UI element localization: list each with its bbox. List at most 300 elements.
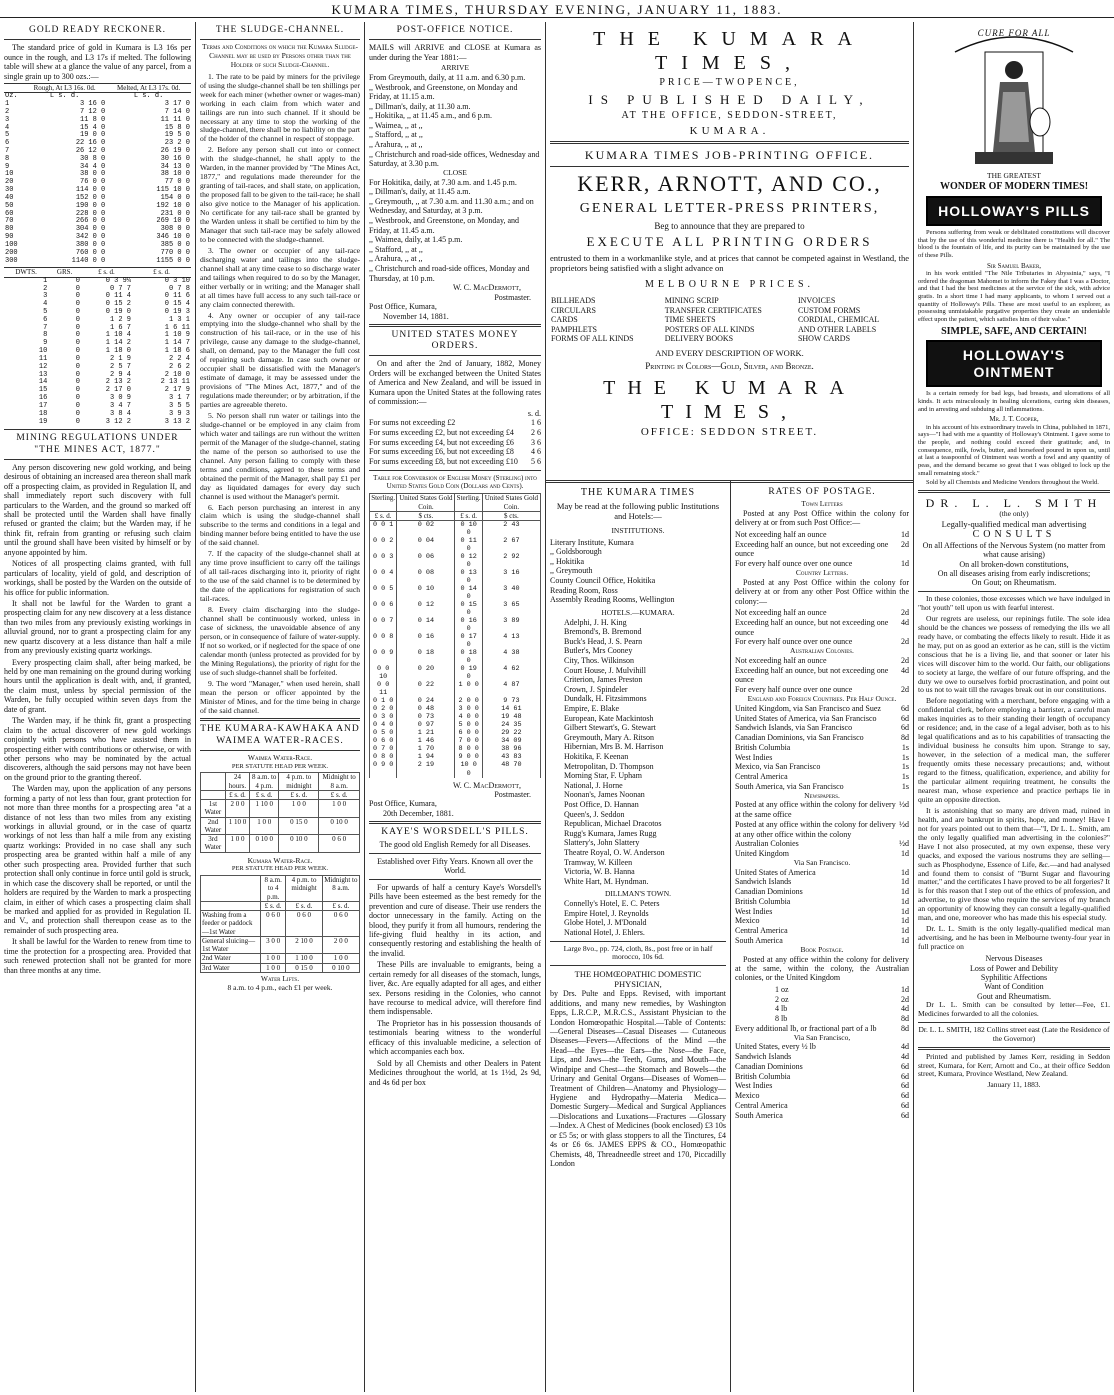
oz-header: Oz. (5, 92, 18, 101)
conv-cell: 0 2 0 (370, 705, 397, 713)
conv-cell: 0 19 0 (455, 665, 482, 681)
rate-label: Canadian Dominions (735, 1061, 803, 1071)
rate-row (735, 618, 909, 638)
kt-item-row (550, 334, 909, 343)
rate-value: 2d (901, 539, 909, 549)
book-every-value: 8d (901, 1023, 909, 1033)
rate-row (735, 1081, 909, 1091)
list-item: Slattery's, John Slattery (564, 838, 640, 848)
kumara-cell: 0 6 0 (286, 911, 323, 937)
lsd-label: £ s. d. (279, 790, 319, 799)
rate-label: Mexico (735, 1091, 760, 1101)
waimea-cell: 1 10 0 (225, 817, 249, 835)
rate-label: For sums not exceeding £2 (369, 418, 456, 428)
news-intro: Posted at any office within the colony for delivery at the same office (735, 800, 896, 820)
column-4b (731, 484, 913, 1392)
paragraph: Our regrets are useless, our repinings futile. The sole idea should be the chances we possess of remedying the ills we all ready have, or combating the effects likely to result. Hide it as he may, put on as good an exterior as he can, still is the victim conscious that he is a living lie, and that sooner or later his vices will discover him to the world. Our faith, our obligations to society at large, the welfare of our future offspring, and the duty we owe to ourselves forbid procrastination, and point out to us not to wait till the ravages break out in our constitutions. (918, 613, 1110, 695)
list-item: For Hokitika, daily, at 7.30 a.m. and 1.45 p.m. (369, 177, 517, 187)
rate-label: For every half ounce over one ounce (735, 637, 853, 647)
conv-cell: 0 10 0 (455, 521, 482, 538)
conv-cell: 0 0 4 (370, 569, 397, 585)
gold-cell: 385 0 0 (160, 240, 190, 249)
gold-cell: 4 (5, 123, 10, 132)
sludge-title: THE SLUDGE-CHANNEL. (215, 25, 345, 35)
list-item: Metropolitan, D. Thompson (564, 761, 654, 771)
gold-cell: 76 0 0 (80, 178, 106, 187)
rate-row (775, 1004, 909, 1014)
rate-label: South America (735, 1110, 783, 1120)
kt-item: INVOICES (797, 296, 836, 306)
dwt-cell: 3 13 2 (164, 417, 190, 426)
dwt-row (4, 309, 191, 317)
conv-cell: 4 38 (482, 649, 540, 665)
pills-text: Persons suffering from weak or debilitated constitutions will discover that by the use of this wonderful medicine there is "Health for all." The blood is the fountain of life, and its purity can be maintained by the use of these Pills. (918, 229, 1110, 260)
rate-row (735, 907, 909, 917)
dwt-cell: 0 3 10 (164, 276, 190, 285)
conv-cell: 0 3 0 (370, 713, 397, 721)
waimea-cell: 3rd Water (201, 835, 226, 853)
sludge-sub: Terms and Conditions on which the Kumara Sludge-Channel may be used by Persons other than the Holder of such Sludge-Channel. (202, 42, 358, 69)
gold-cell: 3 17 0 (164, 100, 190, 109)
dwt-row (4, 379, 191, 387)
dwt-cell: 0 7 8 (168, 284, 190, 293)
conv-cell: 6 0 0 (455, 729, 482, 737)
gold-cell: 760 0 0 (75, 248, 106, 257)
kt-body: entrusted to them in a workmanlike style, and at prices that cannot be competed against in Westland, the proprietors being satisfied with a slight advance on (550, 252, 909, 273)
list-item: Assembly Reading Rooms, Wellington (550, 595, 675, 605)
kumara-cell: 2 10 0 (286, 936, 323, 954)
kt-item-row (550, 306, 909, 315)
paragraph: The Proprietor has in his possession thousands of testimonials bearing witness to the wonderful efficacy of this invaluable medicine, a selection of which accompanies each box. (369, 1018, 541, 1057)
holloway-greatest: THE GREATEST (987, 171, 1041, 180)
postage-title: RATES OF POSTAGE. (768, 487, 876, 497)
dwt-cell: 17 (38, 401, 48, 410)
conv-cell: 0 0 1 (370, 521, 397, 538)
post-title: POST-OFFICE NOTICE. (396, 25, 514, 35)
dwt-row (4, 395, 191, 403)
holloway-pills-banner: HOLLOWAY'S PILLS (926, 196, 1102, 227)
gold-cell: 34 13 0 (160, 162, 190, 171)
cooper-text: in his account of his extraordinary travels in China, published in 1871, says—"I had with me a quantity of Holloway's Ointment. I gave some to the people, and nothing could exceed their gratitude; and, in consequence, milk, fowls, butter, and horsefeed poured in upon us, until at last a teaspoonful of Ointment was worth a fowl and any quantity of peas, and the demand became so great that I was obliged to lock up the small remaining stock." (918, 423, 1110, 477)
gold-cell: 60 (5, 209, 14, 218)
gold-cell: 380 0 0 (75, 240, 106, 249)
smith-consults: CONSULTS (972, 528, 1056, 540)
dwt-cell: 0 (75, 347, 80, 356)
conv-cell: 5 0 0 (455, 721, 482, 729)
waimea-cell: 2nd Water (201, 817, 226, 835)
waimea-col: 4 p.m. to midnight (279, 773, 319, 791)
kumara-cell: 1 0 0 (261, 954, 286, 963)
conv-cell: 0 18 (397, 649, 455, 665)
conv-cell: 0 15 0 (455, 601, 482, 617)
rate-label: United Kingdom (735, 849, 789, 859)
conv-cell: 2 92 (482, 553, 540, 569)
paragraph: It is astonishing that so many are driven mad, ruined in health, and are bankrupt in spirits, hope, and money! Have I not for years pointed out to them that—"I, Dr L. L. Smith, am the only legally qualified man advertising in the colonies?" Have I not also prosecuted, at my own expense, these very quacks, and exposed the various nostrums they are selling—such as Phosphodyne, Essence of Life, &c.—and had analysed and found them to consist of "Burnt Sugar and flavouring matter," and the certificates I have proved to be all forgeries? It is for this reason that I step out of the ethics of profession, and advertise, to give those who require the services of my branch an opportunity of knowing they can consult a legally-qualified man, and one, moreover who has made this his especial study. (918, 805, 1110, 923)
gold-head-melted: Melted, At L3 17s. 0d. (106, 83, 191, 92)
conv-title: Table for Conversion of English Money (Sterling) into United States Gold Coin (Dollars and Cents). (373, 473, 537, 491)
kumara-cell: 1 0 0 (322, 954, 359, 963)
gold-cell: 20 (5, 178, 14, 187)
waimea-cell: 0 15 0 (279, 817, 319, 835)
dwt-cell: 18 (38, 409, 48, 418)
rate-value: 2d (901, 608, 909, 618)
gold-cell: 152 0 0 (75, 193, 106, 202)
dwt-cell: 0 11 4 (105, 292, 131, 301)
book-every: Every additional lb, or fractional part of a lb (735, 1023, 877, 1033)
rate-row (735, 1042, 909, 1052)
usmo-rates (369, 418, 541, 467)
kt-every: AND EVERY DESCRIPTION OF WORK. (655, 347, 804, 358)
rate-row (735, 1111, 909, 1121)
column-2 (196, 22, 364, 1392)
waimea-cell: 1st Water (201, 800, 226, 818)
dwt-row (4, 332, 191, 340)
list-item: Adelphi, J. H. King (564, 617, 627, 627)
conv-cell: 9 73 (482, 697, 540, 705)
dwt-header: DWTS. (4, 268, 48, 277)
usmo-date2: 20th December, 1881. (383, 808, 454, 818)
postage-country: Country Letters. (795, 567, 849, 577)
rate-value: 1d (901, 984, 909, 994)
gold-cell: 38 10 0 (160, 170, 190, 179)
conv-cell: 0 0 6 (370, 601, 397, 617)
dwt-cell: 2 10 0 (164, 370, 190, 379)
via2-rows (735, 1042, 909, 1120)
paragraph: Any person discovering new gold working, and being desirous of obtaining an increased area thereon shall mark off a prospecting claim, as provided in Regulation II, and shall immediately report such discovery with full particulars to the Warden, and the ground so marked off shall be protected until the Warden shall have finally refused or granted the claim; but the Warden may, if he think fit, refrain from granting or refusing such claim until the ground shall have been visited by himself or by anyone appointed by him. (4, 462, 191, 557)
dwt-cell: 3 12 2 (105, 417, 131, 426)
rate-label: West Indies (735, 906, 773, 916)
paragraph: Dr. L. L. Smith is the only legally-qualified medical man advertising, and he has been in Melbourne twenty-four year in full practice on (918, 924, 1110, 952)
gold-cell: 346 10 0 (156, 233, 190, 242)
gold-cell: 40 (5, 193, 14, 202)
lsd-header: L s. d. (49, 92, 80, 101)
dwt-cell: 0 15 4 (164, 300, 190, 309)
conv-cell: 1 70 (397, 745, 455, 753)
kt-item: MINING SCRIP (664, 296, 719, 306)
dwt-cell: 0 (75, 292, 80, 301)
dwt-row (4, 293, 191, 301)
rate-value: 4 6 (531, 447, 541, 457)
dwt-cell: 1 3 1 (168, 315, 190, 324)
list-item: Rugg's Kumara, James Rugg (564, 828, 657, 838)
postage-eng: England and Foreign Countries. Per Half Ounce. (747, 693, 897, 703)
dwt-row (4, 317, 191, 325)
rate-value: 1d (901, 887, 909, 897)
rate-row (735, 926, 909, 936)
list-item: Globe Hotel, J. M'Donald (564, 918, 647, 928)
list-item: Buck's Head, J. S. Pearn (564, 636, 643, 646)
baker-text: in his work entitled "The Nile Tributaries in Abyssinia," says, "I ordered the dragoman Mahomet to inform the Fakey that I was a Doctor, and that I had the best medicines at the service of the sick, with advice gratis. In a short time I had many applicants, to whom I served out a quantity of Holloway's Pills. These are most useful to an explorer, as possessing unmistakable purgative properties they create an undeniable effect upon the patient, which satisfies him of their value." (918, 270, 1110, 323)
paragraph: 2. Before any person shall cut into or connect with the sludge-channel, he shall apply to the Warden, in the manner provided by "The Mines Act, 1877," and regulations made thereunder for the granting of tail-races, and shall state, on application, the proposed fall to be given to the tail-race; he shall also give notice to the Manager of his application. No certificate for any tail-race shall be granted by the Warden unless it shall be certified to him by the Manager that such tail-race may be safely allowed to be connected with the sludge-channel. (200, 145, 360, 244)
conv-cell: 4 13 (482, 633, 540, 649)
rate-label: Not exceeding half an ounce (735, 608, 827, 618)
dwt-cell: 2 1 9 (109, 354, 131, 363)
rate-value: 8d (901, 733, 909, 743)
conv-row (370, 681, 541, 697)
gold-cell: 5 (5, 131, 10, 140)
kt-item: DELIVERY BOOKS (664, 334, 734, 344)
dwt-row (4, 411, 191, 419)
gold-cell: 70 (5, 217, 14, 226)
rate-value: 6d (901, 703, 909, 713)
list-item: Victoria, W. B. Hanna (564, 867, 635, 877)
smith-fee: Dr L. L. Smith can be consulted by letter—Fee, £1. Medicines forwarded to all the colonies. (918, 1000, 1110, 1019)
gold-cell: 9 (5, 162, 10, 171)
dwt-cell: 2 6 2 (168, 362, 190, 371)
rate-label: Exceeding half an ounce, but not exceeding one ounce (735, 665, 889, 685)
list-item: Morning Star, F. Upham (564, 771, 642, 781)
rate-label: 4 lb (775, 1004, 788, 1014)
rate-value: 6d (901, 1081, 909, 1091)
kumara-cell: General sluicing—1st Water (201, 936, 261, 954)
dwt-cell: 3 8 4 (109, 409, 131, 418)
gold-cell: 342 0 0 (75, 233, 106, 242)
list-item: ,, Arahura, ,, at ,, (369, 140, 423, 150)
paragraph: These Pills are invaluable to emigrants, being a certain remedy for all diseases of the stomach, lungs, liver, &c. Are equally adapted for all ages, and either sex. Persons residing in the Colonies, who cannot have recourse to medical advice, will therefore find them indispensable. (369, 960, 541, 1017)
rate-label: Exceeding half an ounce, but not exceeding one ounce (735, 539, 889, 559)
conv-cell: 0 6 0 (370, 737, 397, 745)
water-lifts-title: Water Lifts. (260, 973, 300, 983)
rate-label: 8 lb (775, 1014, 788, 1024)
conv-cell: 14 61 (482, 705, 540, 713)
list-item: National, J. Horne (564, 780, 623, 790)
kumara-col: 4 p.m. to midnight (286, 876, 323, 902)
conv-row (370, 697, 541, 705)
gold-cell: 80 (5, 225, 14, 234)
list-item: ,, Waimea, daily, at 1.45 p.m. (369, 235, 463, 245)
kumara-race-title: Kumara Water-Race. (247, 855, 313, 865)
dwt-cell: 4 (43, 300, 48, 309)
town-rows (735, 530, 909, 569)
inst-list (550, 538, 726, 605)
read-dillman: DILLMAN'S TOWN. (604, 889, 672, 899)
dwt-cell: 2 2 4 (168, 354, 190, 363)
postage-via: Via San Francisco. (793, 857, 851, 867)
rate-label: For every half ounce over one ounce (735, 559, 853, 569)
rate-label: Exceeding half an ounce, but not exceeding one ounce (735, 617, 889, 637)
conv-cell: 0 13 0 (455, 569, 482, 585)
paragraph: Before negotiating with a merchant, before engaging with a confidential clerk, before employing a barrister, a careful man makes inquiries as to their standing their length of occupancy or residence; and, in the case of a legal adviser, both as to his legal qualifications and as to his capabilities of transacting the individual business he consults him upon. Strange to say, however, in the selection of a medical man, the sufferer frequently omits these necessary precautions; and, without regard to the fitness, qualification, experience, and ability for the particular ailment requiring treatment, he consults the nearest man, whose experience and practice perhaps lie in quite an opposite direction. (918, 696, 1110, 804)
kumara-row (201, 936, 360, 954)
dwt-cell: 0 (75, 307, 80, 316)
country-rows (735, 608, 909, 647)
conv-row (370, 585, 541, 601)
conv-cell: 4 0 0 (455, 713, 482, 721)
cooper: Mr. J. T. Cooper, (989, 415, 1039, 424)
list-item: Nervous Diseases (985, 954, 1043, 964)
list-item: ,, Hokitika (550, 556, 584, 566)
gold-cell: 3 16 0 (80, 100, 106, 109)
eng-rows (735, 704, 909, 792)
gold-cell: 26 12 0 (75, 147, 106, 155)
rate-row (735, 1101, 909, 1111)
rate-value: 1s (901, 742, 909, 752)
list-item: Gout and Rheumatism. (977, 991, 1051, 1001)
dwt-row (4, 325, 191, 333)
gold-cell: 19 0 0 (80, 131, 106, 140)
lsd-label: £ s. d. (319, 790, 360, 799)
holloway-simple: SIMPLE, SAFE, AND CERTAIN! (941, 325, 1087, 337)
rate-value: 2d (901, 685, 909, 695)
conv-cell: 0 04 (397, 537, 455, 553)
kumara-cell: 1 10 0 (286, 954, 323, 963)
paragraph: The Warden may, upon the application of any persons forming a party of not less than four, grant protection for not more than three months for a prospecting area "at a distance of not less than two miles from any existing workings in alluvial ground, or in the case of quartz workings of not less than half a mile from any existing quartz workings: Provided in no case shall any such prospecting area be granted within half a mile of any other such prospecting area. Provided further that such protection shall only continue in force until gold is struck, in which case the discovery shall be reported, or until the holders are required by the Warden to mark a prospecting claim, in either of which cases a prospecting claim shall be marked and applied for as provided in Regulation II. and V., and protection shall thereupon cease as to the remainder of such prospecting area. (4, 784, 191, 935)
conv-cell: 9 0 0 (455, 753, 482, 761)
rate-value: 1d (901, 529, 909, 539)
conv-subheader: £ s. d. (370, 511, 397, 520)
conv-row (370, 649, 541, 665)
column-5 (914, 22, 1114, 1392)
list-item: ,, Greymouth (550, 566, 593, 576)
rate-value: 1d (901, 849, 909, 859)
dwt-cell: 0 (75, 284, 80, 293)
rate-value: 4d (901, 1052, 909, 1062)
rate-row (735, 540, 909, 560)
post-sign2: Postmaster. (494, 292, 531, 302)
waimea-cell: 0 10 0 (279, 835, 319, 853)
gold-cell: 115 10 0 (156, 186, 190, 195)
kt-item: CORDIAL, CHEMICAL (797, 315, 880, 325)
news-intro2: Posted at any office within the colony for delivery at any other office within the colony (735, 819, 896, 839)
rate-label: British Columbia (735, 896, 791, 906)
kumara-cell: 3rd Water (201, 963, 261, 972)
gold-cell: 228 0 0 (75, 209, 106, 218)
masthead: KUMARA TIMES, THURSDAY EVENING, JANUARY 11, 1883. (0, 0, 1114, 18)
dwt-cell: 0 (75, 362, 80, 371)
conv-cell: 0 06 (397, 553, 455, 569)
rate-label: Central America (735, 926, 788, 936)
list-item: ,, Waimea, ,, at ,, (369, 120, 423, 130)
hotel-list (550, 618, 726, 887)
read-title: THE KUMARA TIMES (580, 487, 696, 498)
gold-row (4, 258, 191, 266)
dwt-cell: 9 (43, 339, 48, 348)
list-item: Want of Condition (984, 982, 1044, 992)
kt-item: CARDS (551, 315, 578, 325)
list-item: ,, Westbrook, and Greenstone, on Monday, and Friday, at 11.45 a.m. (369, 216, 519, 235)
dwt-cell: 1 18 6 (164, 347, 190, 356)
conv-cell: 10 0 0 (455, 761, 482, 777)
conv-cell: 0 18 0 (455, 649, 482, 665)
rate-row (735, 1062, 909, 1072)
rate-value: 1s (901, 772, 909, 782)
news-intro2-value: ½d (899, 819, 909, 829)
list-item: County Council Office, Hokitika (550, 576, 656, 586)
waimea-sub: PER STATUTE HEAD PER WEEK. (231, 762, 329, 770)
conv-cell: 0 08 (397, 569, 455, 585)
dwt-cell: 15 (38, 386, 48, 395)
dwt-header: £ s. d. (132, 268, 191, 277)
waimea-cell: 1 10 0 (250, 800, 279, 818)
list-item: Hibernian, Mrs B. M. Harrison (564, 742, 664, 752)
waimea-col: 8 a.m. to 4 p.m. (250, 773, 279, 791)
lsd-header: L s. d. (133, 92, 164, 101)
dwt-cell: 1 6 7 (109, 323, 131, 332)
rate-row (369, 447, 541, 457)
rate-value: 1d (901, 867, 909, 877)
conv-row (370, 721, 541, 729)
gold-table (4, 83, 191, 265)
rate-value: 2d (901, 637, 909, 647)
gold-cell: 154 0 0 (160, 193, 190, 202)
rate-value: 1d (901, 916, 909, 926)
dwt-cell: 10 (38, 347, 48, 356)
gold-cell: 30 16 0 (160, 154, 190, 163)
gold-cell: 1 (5, 100, 10, 109)
kerr-title: KERR, ARNOTT, AND CO., (577, 171, 882, 197)
paragraph: Every prospecting claim shall, after being marked, be held by one man remaining on the ground during working hours until the application is dealt with, and, if granted, the claim must, unless by special permission of the Warden, be fully occupied within seven days from the date of grant. (4, 657, 191, 714)
conv-row (370, 665, 541, 681)
rate-value: 4d (901, 1042, 909, 1052)
dwt-cell: 5 (43, 307, 48, 316)
rate-label: Central America (735, 772, 788, 782)
dwt-cell: 2 9 4 (109, 370, 131, 379)
aus-rows (735, 656, 909, 695)
conv-cell: 0 11 0 (455, 537, 482, 553)
conv-cell: 19 48 (482, 713, 540, 721)
paragraph: 1. The rate to be paid by miners for the privilege of using the sludge-channel shall be ten shillings per week for each miner (whether owner or wages-man) working in each claim from which water and tailings are run into such channel. If it should be necessary at any time to stop the working of the sludge-channel, there shall be no liability on the part of the holder of the channel in respect of stoppage. (200, 71, 360, 144)
waimea-cell: 1 0 0 (279, 800, 319, 818)
dwt-cell: 0 19 3 (164, 307, 190, 316)
rate-row (735, 753, 909, 763)
kumara-col: 8 a.m. to 4 p.m. (261, 876, 286, 902)
list-item: City, Thos. Wilkinson (564, 656, 634, 666)
rate-row (369, 457, 541, 467)
conv-cell: 4 62 (482, 665, 540, 681)
lsd-label: £ s. d. (225, 790, 249, 799)
rate-value: 1d (901, 926, 909, 936)
conv-cell: 8 0 0 (455, 745, 482, 753)
dwt-row (4, 286, 191, 294)
conv-cell: 0 9 0 (370, 761, 397, 777)
rate-row (775, 995, 909, 1005)
read-intro: May be read at the following public Institutions and Hotels:— (556, 500, 720, 521)
gold-cell: 7 14 0 (164, 107, 190, 116)
smith-only: (the only) (999, 509, 1029, 519)
conv-cell: 0 48 (397, 705, 455, 713)
gold-cell: 114 0 0 (75, 186, 106, 195)
dwt-cell: 0 (75, 378, 80, 387)
dwt-cell: 7 (43, 323, 48, 332)
conv-subheader: $ cts. (397, 511, 455, 520)
rate-row (735, 1091, 909, 1101)
paragraph: Sold by all Chemists and other Dealers in Patent Medicines throughout the world, at 1s 1½d, 2s 9d, and 4s 6d per box (369, 1058, 541, 1087)
lsd-label: £ s. d. (322, 901, 359, 910)
gold-cell: 308 0 0 (160, 225, 190, 234)
paragraph: 3. The owner or occupier of any tail-race discharging water and tailings into the sludge-channel shall at any time cease to so discharge water and tailings when required to do so by the Manager, either verbally or in writing; and the Manager shall at all times have full access to any such tail-race or any claim connected therewith. (200, 245, 360, 309)
kumara-row (201, 911, 360, 937)
kt-item: TRANSFER CERTIFICATES (664, 305, 762, 315)
rate-label: West Indies (735, 752, 773, 762)
rate-row (735, 704, 909, 714)
paragraph: 6. Each person purchasing an interest in any claim which is using the sludge-channel shall subscribe to the terms and conditions in a legal and binding manner before being entitled to have the use of the said channel. (200, 502, 360, 548)
conv-cell: 34 09 (482, 737, 540, 745)
post-close: CLOSE (443, 167, 467, 177)
rate-value: 1d (901, 935, 909, 945)
rate-value: 4d (901, 617, 909, 627)
waimea-cell: 2 0 0 (225, 800, 249, 818)
waimea-cell: 0 10 0 (250, 835, 279, 853)
dwt-row (4, 348, 191, 356)
conv-cell: 0 10 (397, 585, 455, 601)
rate-value: 1d (901, 559, 909, 569)
gold-cell: 190 0 0 (75, 201, 106, 210)
list-item: Court House, J. Mulvihill (564, 665, 647, 675)
dwt-row (4, 403, 191, 411)
rate-label: West Indies (735, 1081, 773, 1091)
news-rows (735, 839, 909, 859)
rate-label: For sums exceeding £4, but not exceeding £6 (369, 437, 514, 447)
